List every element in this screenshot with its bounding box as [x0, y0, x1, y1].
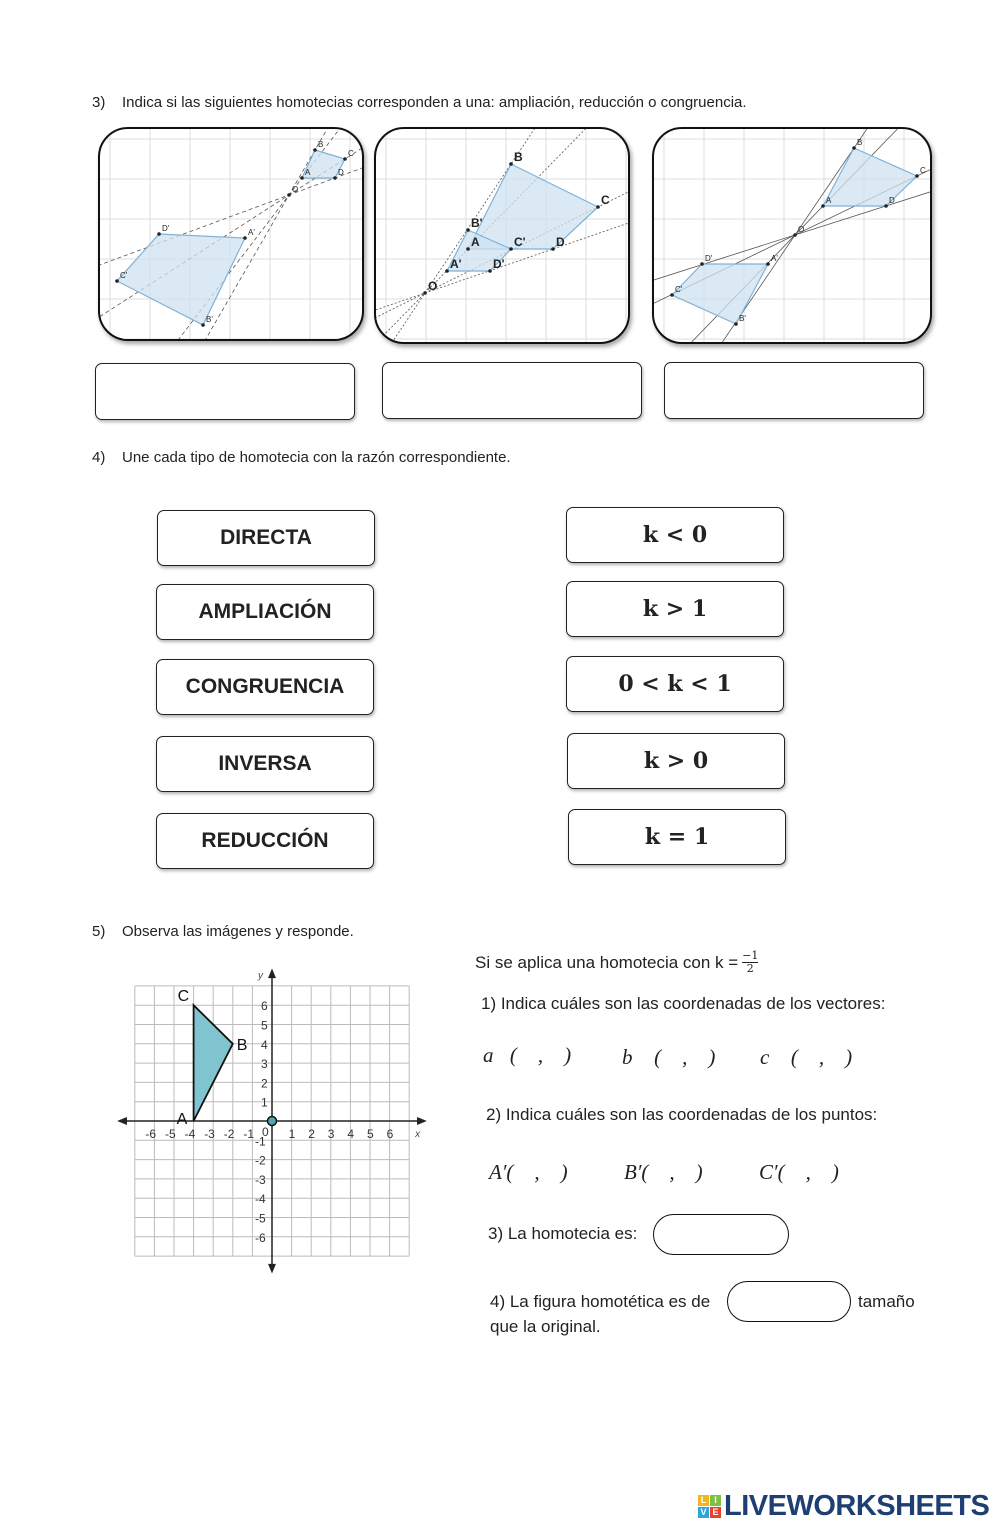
logo-letter: V [698, 1507, 709, 1518]
point-label: O [428, 279, 438, 293]
point [734, 322, 738, 326]
answer-box-1[interactable] [95, 363, 355, 420]
point-label: C [920, 166, 926, 175]
x-tick-label: -1 [243, 1127, 255, 1141]
y-arrow-icon [268, 1264, 276, 1274]
point [243, 236, 247, 240]
x-tick-label: -5 [165, 1127, 176, 1141]
x-tick-label: -6 [145, 1127, 157, 1141]
ratio-0-lt-k-lt-1[interactable]: 0 < k < 1 [566, 656, 784, 712]
point [596, 205, 600, 209]
question-4-title: 4) Une cada tipo de homotecia con la razón correspondiente. [92, 449, 511, 466]
point [488, 269, 492, 273]
homothety-diagram-2 [376, 129, 628, 342]
point [551, 247, 555, 251]
y-tick-label: 6 [261, 999, 268, 1014]
y-tick-label: -2 [255, 1153, 266, 1168]
subquestion-1: 1) Indica cuáles son las coordenadas de los vectores: [481, 994, 886, 1013]
point [793, 233, 797, 237]
point-c-prime[interactable]: C′( , ) [759, 1160, 839, 1184]
ratio-k-lt-0[interactable]: k < 0 [566, 507, 784, 563]
point-label: C' [120, 271, 128, 280]
statement-text: Si se aplica una homotecia con k = [475, 952, 739, 972]
point-label: A' [771, 254, 778, 263]
point [509, 247, 513, 251]
point [313, 148, 317, 152]
point-label: A' [450, 257, 462, 271]
y-tick-label: 4 [261, 1037, 268, 1052]
subquestion-4: 4) La figura homotética es de [490, 1292, 711, 1311]
point [509, 162, 513, 166]
homothety-type-input[interactable] [653, 1214, 789, 1255]
logo-letter: I [710, 1495, 721, 1506]
point-label: D' [705, 254, 713, 263]
subquestion-3: 3) La homotecia es: [488, 1224, 638, 1243]
vector-c[interactable]: c⃗ ( , ) [760, 1045, 853, 1069]
ratio-k-gt-1[interactable]: k > 1 [566, 581, 784, 637]
ray-line [654, 129, 930, 342]
y-tick-label: 3 [261, 1057, 268, 1072]
k-fraction [742, 950, 758, 975]
point [915, 174, 919, 178]
k-numerator: −1 [742, 949, 759, 962]
point [884, 204, 888, 208]
point-label: B' [206, 315, 213, 324]
point-label: A [471, 235, 480, 249]
answer-box-2[interactable] [382, 362, 642, 419]
point-label: D [338, 168, 344, 177]
answer-box-3[interactable] [664, 362, 924, 419]
center-point [268, 1117, 277, 1126]
point [201, 323, 205, 327]
point [300, 176, 304, 180]
coordinate-graph [110, 962, 440, 1280]
point-label: D' [162, 224, 170, 233]
x-tick-label: -2 [223, 1127, 235, 1141]
point [157, 232, 161, 236]
logo-letter: L [698, 1495, 709, 1506]
ray-line [654, 129, 930, 342]
vertex-label: C [177, 988, 190, 1006]
point-label: D [556, 235, 565, 249]
x-axis-label: x [415, 1129, 421, 1140]
point [700, 262, 704, 266]
origin-label: 0 [262, 1125, 269, 1139]
point-label: A [826, 196, 832, 205]
homothety-panel-1 [98, 127, 364, 341]
point-a-prime[interactable]: A′( , ) [489, 1160, 568, 1184]
homothety-panel-2 [374, 127, 630, 344]
point [466, 228, 470, 232]
y-tick-label: -5 [255, 1211, 266, 1226]
homothety-panel-3 [652, 127, 932, 344]
x-tick-label: -4 [184, 1127, 196, 1141]
subquestion-2: 2) Indica cuáles son las coordenadas de los puntos: [486, 1105, 878, 1124]
x-tick-label: 2 [308, 1127, 315, 1141]
subquestion-4-suffix: tamaño [858, 1292, 915, 1311]
x-tick-label: -3 [204, 1127, 215, 1141]
ray-line [654, 129, 930, 342]
point-label: A' [248, 228, 255, 237]
question-5-title: 5) Observa las imágenes y responde. [92, 923, 354, 940]
point-label: B' [739, 314, 746, 323]
x-tick-label: 3 [327, 1127, 335, 1141]
point-label: O [292, 185, 299, 194]
quadrilateral [468, 164, 598, 249]
y-tick-label: -4 [255, 1192, 266, 1207]
x-arrow-icon [417, 1117, 427, 1125]
point-label: C' [514, 235, 526, 249]
point [115, 279, 119, 283]
point-label: O [798, 225, 805, 234]
point [343, 157, 347, 161]
homothety-diagram-1 [100, 129, 362, 339]
k-denominator: 2 [746, 962, 754, 975]
x-tick-label: 5 [367, 1127, 374, 1141]
y-tick-label: -6 [255, 1230, 266, 1245]
point-label: C [601, 193, 610, 207]
type-congruencia[interactable]: CONGRUENCIA [156, 659, 374, 715]
liveworksheets-logo [698, 1490, 989, 1523]
homothety-diagram-3 [654, 129, 930, 342]
point-b-prime[interactable]: B′( , ) [624, 1160, 703, 1184]
y-tick-label: 1 [261, 1095, 268, 1110]
x-tick-label: 1 [288, 1127, 296, 1141]
vertex-label: B [236, 1036, 248, 1054]
y-axis-label: y [258, 970, 263, 982]
type-ampliacion[interactable]: AMPLIACIÓN [156, 584, 374, 640]
point-label: C' [675, 285, 683, 294]
vertex-label: A [176, 1111, 188, 1128]
type-directa[interactable]: DIRECTA [157, 510, 375, 566]
point [333, 176, 337, 180]
point [423, 291, 427, 295]
vector-b[interactable]: b⃗ ( , ) [622, 1045, 716, 1069]
vector-a[interactable]: a⃗( , ) [483, 1043, 572, 1067]
logo-icon [698, 1495, 721, 1518]
subquestion-4-end: que la original. [490, 1317, 601, 1336]
point [466, 247, 470, 251]
point-label: B' [471, 216, 483, 230]
y-arrow-icon [268, 969, 276, 979]
quadrilateral [823, 148, 917, 206]
x-tick-label: 6 [386, 1127, 394, 1141]
y-tick-label: -3 [255, 1172, 266, 1187]
type-reduccion[interactable]: REDUCCIÓN [156, 813, 374, 869]
point [287, 193, 291, 197]
ratio-k-eq-1[interactable]: k = 1 [568, 809, 786, 865]
size-input[interactable] [727, 1281, 851, 1322]
ratio-k-gt-0[interactable]: k > 0 [567, 733, 785, 789]
logo-letter: E [710, 1507, 721, 1518]
point-label: D' [493, 257, 505, 271]
x-arrow-icon [117, 1117, 127, 1125]
y-tick-label: 5 [261, 1018, 268, 1033]
point [445, 269, 449, 273]
point [821, 204, 825, 208]
homothety-statement [475, 950, 758, 975]
brand-name: LIVEWORKSHEETS [724, 1490, 990, 1522]
point-label: C [348, 149, 354, 158]
quadrilateral [672, 264, 768, 324]
y-tick-label: -1 [255, 1134, 266, 1149]
point-label: A [305, 168, 311, 177]
point [670, 293, 674, 297]
point-label: D [889, 196, 895, 205]
ray-line [654, 129, 930, 342]
point-label: B [857, 138, 863, 147]
point [852, 146, 856, 150]
question-3-title: 3) Indica si las siguientes homotecias corresponden a una: ampliación, reducción o congruencia. [92, 94, 747, 111]
point [766, 262, 770, 266]
x-tick-label: 4 [347, 1127, 355, 1141]
point-label: B [318, 140, 324, 149]
y-tick-label: 2 [261, 1076, 268, 1091]
point-label: B [514, 150, 523, 164]
quadrilateral [117, 234, 245, 325]
type-inversa[interactable]: INVERSA [156, 736, 374, 792]
